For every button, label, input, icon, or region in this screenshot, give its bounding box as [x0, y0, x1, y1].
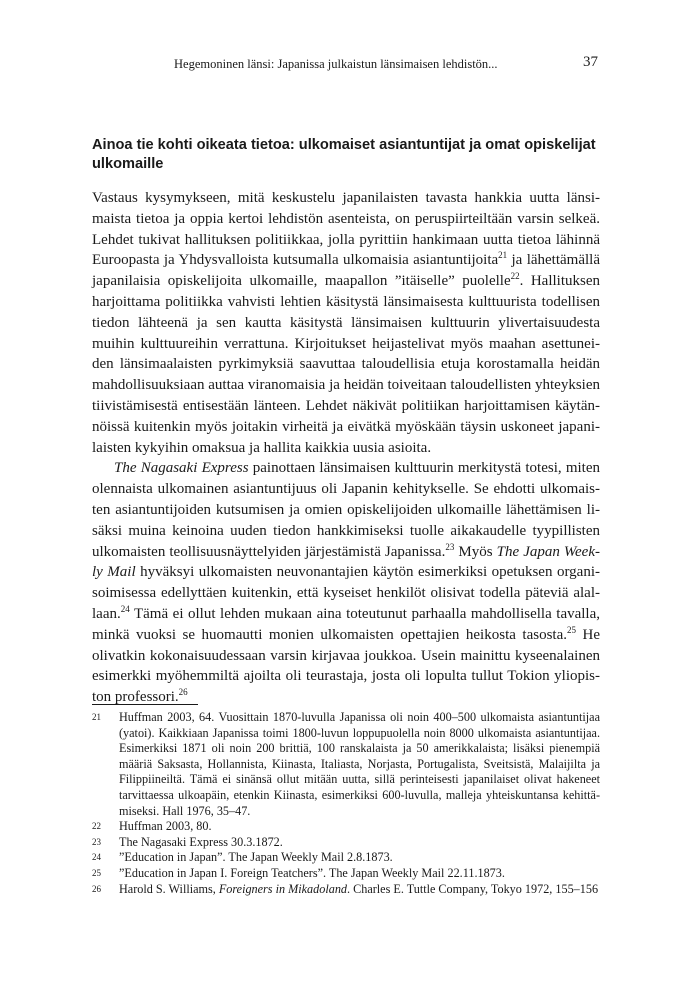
text-run: . Hallituksen harjoittama politiikka vahvisti lehtien käsitystä länsimaisesta kulttuurista todellisen tiedon lähteenä ja sen kautta käsitystä länsimaisen kulttuurin ylivertaisuudesta muihin kulttuureihin verrattuna. Kirjoitukset heijastelivat myös maahan asettuneiden länsimaalaisten pyrkimyksiä saavuttaa taloudellisia etuja korostamalla heidän mahdollisuuksiaan auttaa viranomaisia ja heidän toiveitaan taloudellisten yhteyksien tiivistämisestä entisestään länteen. Lehdet näkivät politiikan harjoittamisen käytännöissä kuitenkin myös joitakin virheitä ja eivätkä myöskään täysin uskoneet japanilaisten kykyihin omaksua ja hallita kaikkia uusia asioita.: [92, 273, 601, 456]
footnote-number: 26: [92, 883, 101, 894]
footnote-ref-26: 26: [178, 687, 188, 698]
footnote-ref-24: 24: [120, 603, 130, 614]
body-text: [92, 188, 600, 708]
section-heading: Ainoa tie kohti oikeata tietoa: ulkomaiset asiantuntijat ja omat opiskelijat ulkomaille: [92, 137, 596, 172]
footnote-22: [92, 819, 600, 835]
footnote-text: Huffman 2003, 80.: [119, 819, 212, 834]
footnote-number: 23: [92, 836, 101, 847]
footnote-25: [92, 866, 600, 882]
publication-title: The Japan Weekly Mail: [92, 543, 600, 581]
text-run: Vastaus kysymykseen, mitä keskustelu japanilaisten tavasta hankkia uutta länsimaista tietoa ja oppia kertoi lehdistön asenteista, on peruspiirteiltään varsin selkeä. Lehdet tukivat hallituksen politiikkaa, jolla pyrittiin hankimaan uutta tietoa lähinnä Euroopasta ja Yhdysvalloista kutsumalla ulkomaisia asiantuntijoita: [92, 190, 600, 269]
footnote-text: [119, 882, 600, 898]
footnote-number: 24: [92, 852, 101, 863]
text-run: He olivatkin kokonaisuudessaan varsin kirjavaa joukkoa. Usein mainittu kyseenalainen esimerkki myöhemmiltä ajoilta oli teurastaja, josta oli lopulta tullut Tokion yliopiston professori.: [92, 626, 600, 706]
footnote-text: ”Education in Japan”. The Japan Weekly Mail 2.8.1873.: [119, 850, 393, 865]
footnote-23: [92, 835, 600, 851]
footnote-text: The Nagasaki Express 30.3.1872.: [119, 834, 283, 849]
text-run: hyväksyi ulkomaisten neuvonantajien käytön esimerkiksi opetuksen organisoimisessa edellyttäen kuitenkin, että kyseiset henkilöt olisivat todella päteviä alallaan.: [92, 564, 600, 622]
footnote-number: 25: [92, 867, 101, 878]
footnote-21: [92, 710, 600, 819]
running-title: Hegemoninen länsi: Japanissa julkaistun länsimaisen lehdistön...: [174, 57, 498, 71]
footnote-ref-21: 21: [498, 250, 508, 261]
footnote-26: [92, 882, 600, 898]
footnote-divider: [92, 704, 198, 705]
text-run: Myös: [454, 543, 497, 560]
footnote-ref-22: 22: [510, 271, 520, 282]
footnote-24: [92, 850, 600, 866]
footnote-number: 21: [92, 712, 101, 722]
text-run: Harold S. Williams,: [119, 881, 219, 896]
footnote-ref-23: 23: [445, 541, 455, 552]
running-head: [92, 55, 600, 77]
publication-title: The Nagasaki Express: [114, 460, 249, 477]
footnote-text: Huffman 2003, 64. Vuosittain 1870-luvulla Japanissa oli noin 400–500 ulkomaista asiantuntijaa (yatoi). Kaikkiaan Japanissa toimi 1800-luvun loppupuolella noin 8000 ulkomaista asiantuntijaa. Esimerkiksi 1871 oli noin 200 brittiä, 100 ranskalaista ja 50 amerikkalaista; lisäksi pienempiä määriä Saksasta, Hollannista, Kiinasta, Italiasta, Norjasta, Portugalista, Sveitsistä, Malaijilta ja Filippiineiltä. Tämä ei sinänsä ollut mitään uutta, sillä perinteisesti japanilaiset olivat hakeneet tarvittaessa ulkoapäin, etenkin Kiinasta, esimerkiksi 600-luvulla, malleja yhteiskuntansa kehittämiseksi. Hall 1976, 35–47.: [119, 710, 600, 818]
paragraph-2: [92, 458, 600, 708]
text-run: ja lähettämällä japanilaisia opiskelijoita ulkomaille, maapallon ”itäiselle” puolelle: [92, 252, 600, 290]
text-run: Tämä ei ollut lehden mukaan aina toteutunut parhaalla mahdollisella tavalla, minkä vuoksi se huomautti monien ulkomaisten opettajien heikosta tasosta.: [92, 605, 600, 643]
footnotes: [92, 710, 600, 897]
text-run: painottaen länsimaisen kulttuurin merkitystä totesi, miten olennaista ulkomainen asiantuntijuus oli Japanin kehitykselle. Se ehdotti ulkomaisten asiantuntijoiden kutsumisen ja omien opiskelijoiden ulkomaille lähettämisen lisäksi muina keinoina uuden tiedon hankkimiseksi tuolle aikakaudelle tyypillisten ulkomaisten teollisuusnäyttelyiden järjestämistä Japanissa.: [92, 460, 600, 560]
page-number: 37: [583, 54, 598, 70]
book-title: Foreigners in Mikadoland: [218, 881, 348, 896]
paragraph-1: [92, 188, 600, 458]
footnote-number: 22: [92, 821, 101, 832]
footnote-text: ”Education in Japan I. Foreign Teatchers”. The Japan Weekly Mail 22.11.1873.: [119, 865, 505, 880]
footnote-ref-25: 25: [566, 624, 576, 635]
text-run: . Charles E. Tuttle Company, Tokyo 1972, 155–156: [347, 881, 599, 896]
